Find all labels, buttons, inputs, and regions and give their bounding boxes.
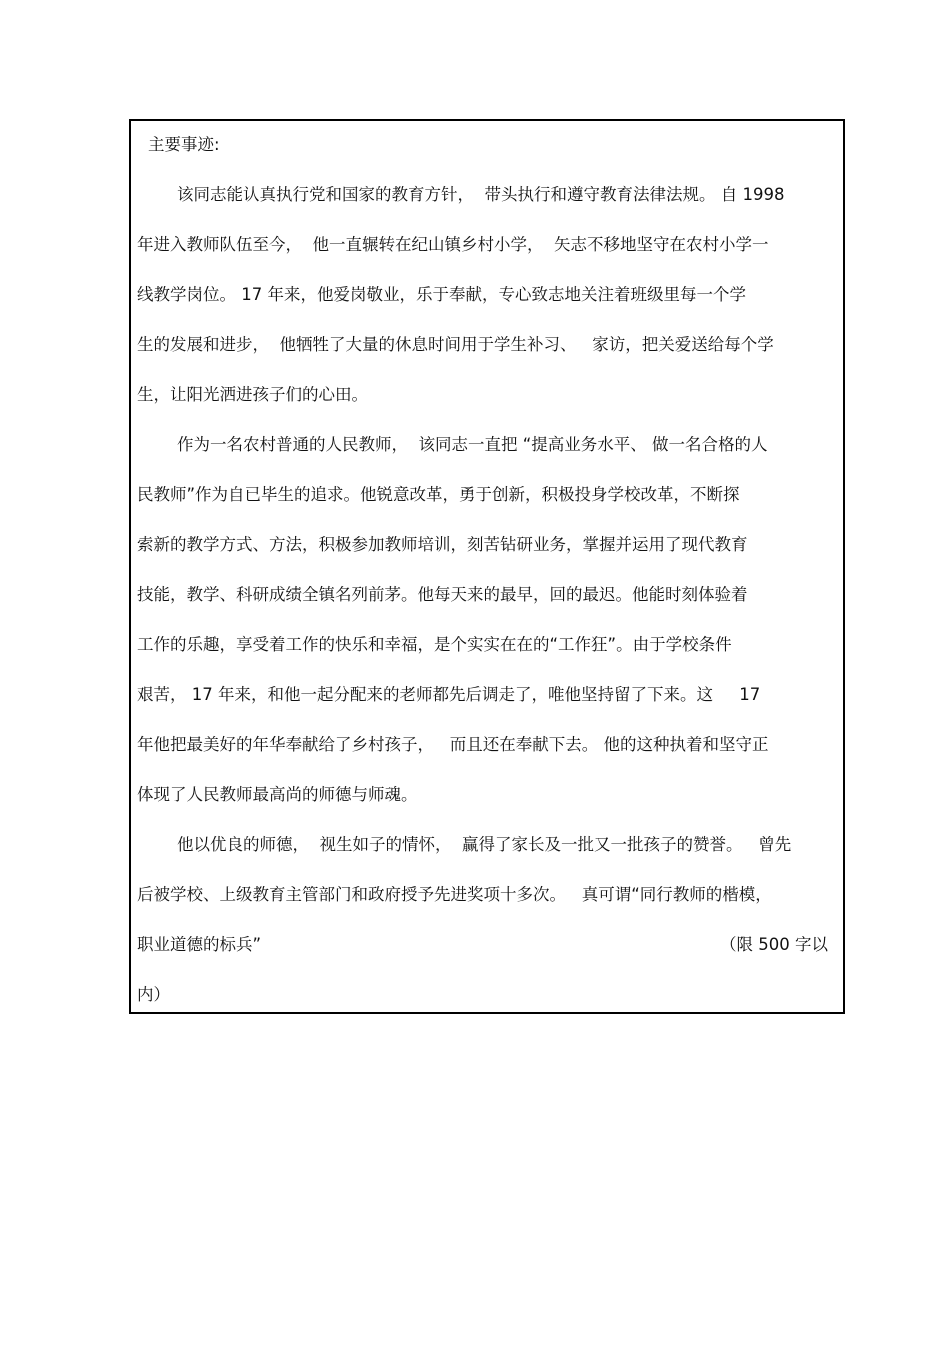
text-line: 艰苦， 17 年来，和他一起分配来的老师都先后调走了，唯他坚持留了下来。这 17 <box>137 685 761 704</box>
text-line: 民教师”作为自已毕生的追求。他锐意改革，勇于创新，积极投身学校改革，不断探 <box>137 485 740 504</box>
text-line: 工作的乐趣，享受着工作的快乐和幸福，是个实实在在的“工作狂”。由于学校条件 <box>137 635 732 654</box>
text-line: 年进入教师队伍至今， 他一直辗转在纪山镇乡村小学， 矢志不移地坚守在农村小学一 <box>137 235 769 254</box>
text-line: 生的发展和进步， 他牺牲了大量的休息时间用于学生补习、 家访，把关爱送给每个学 <box>137 335 774 354</box>
text-line: 职业道德的标兵” <box>137 935 262 954</box>
text-line: 线教学岗位。 17 年来，他爱岗敬业，乐于奉献，专心致志地关注着班级里每一个学 <box>137 285 746 304</box>
text-line: 年他把最美好的年华奉献给了乡村孩子， 而且还在奉献下去。 他的这种执着和坚守正 <box>137 735 769 754</box>
text-line: 生，让阳光洒进孩子们的心田。 <box>137 385 368 404</box>
section-heading: 主要事迹: <box>148 135 220 154</box>
text-line: 他以优良的师德， 视生如子的情怀， 赢得了家长及一批又一批孩子的赞誉。 曾先 <box>177 835 792 854</box>
text-line: 作为一名农村普通的人民教师， 该同志一直把 “提高业务水平、 做一名合格的人 <box>177 435 768 454</box>
text-line: 技能，教学、科研成绩全镇名列前茅。他每天来的最早，回的最迟。他能时刻体验着 <box>137 585 748 604</box>
word-limit-note: （限 500 字以 <box>720 935 828 954</box>
text-line: 后被学校、上级教育主管部门和政府授予先进奖项十多次。 真可谓“同行教师的楷模， <box>137 885 772 904</box>
text-line: 该同志能认真执行党和国家的教育方针， 带头执行和遵守教育法律法规。 自 1998 <box>177 185 785 204</box>
text-line: 内） <box>137 985 170 1004</box>
text-line: 索新的教学方式、方法，积极参加教师培训，刻苦钻研业务，掌握并运用了现代教育 <box>137 535 748 554</box>
text-line: 体现了人民教师最高尚的师德与师魂。 <box>137 785 418 804</box>
